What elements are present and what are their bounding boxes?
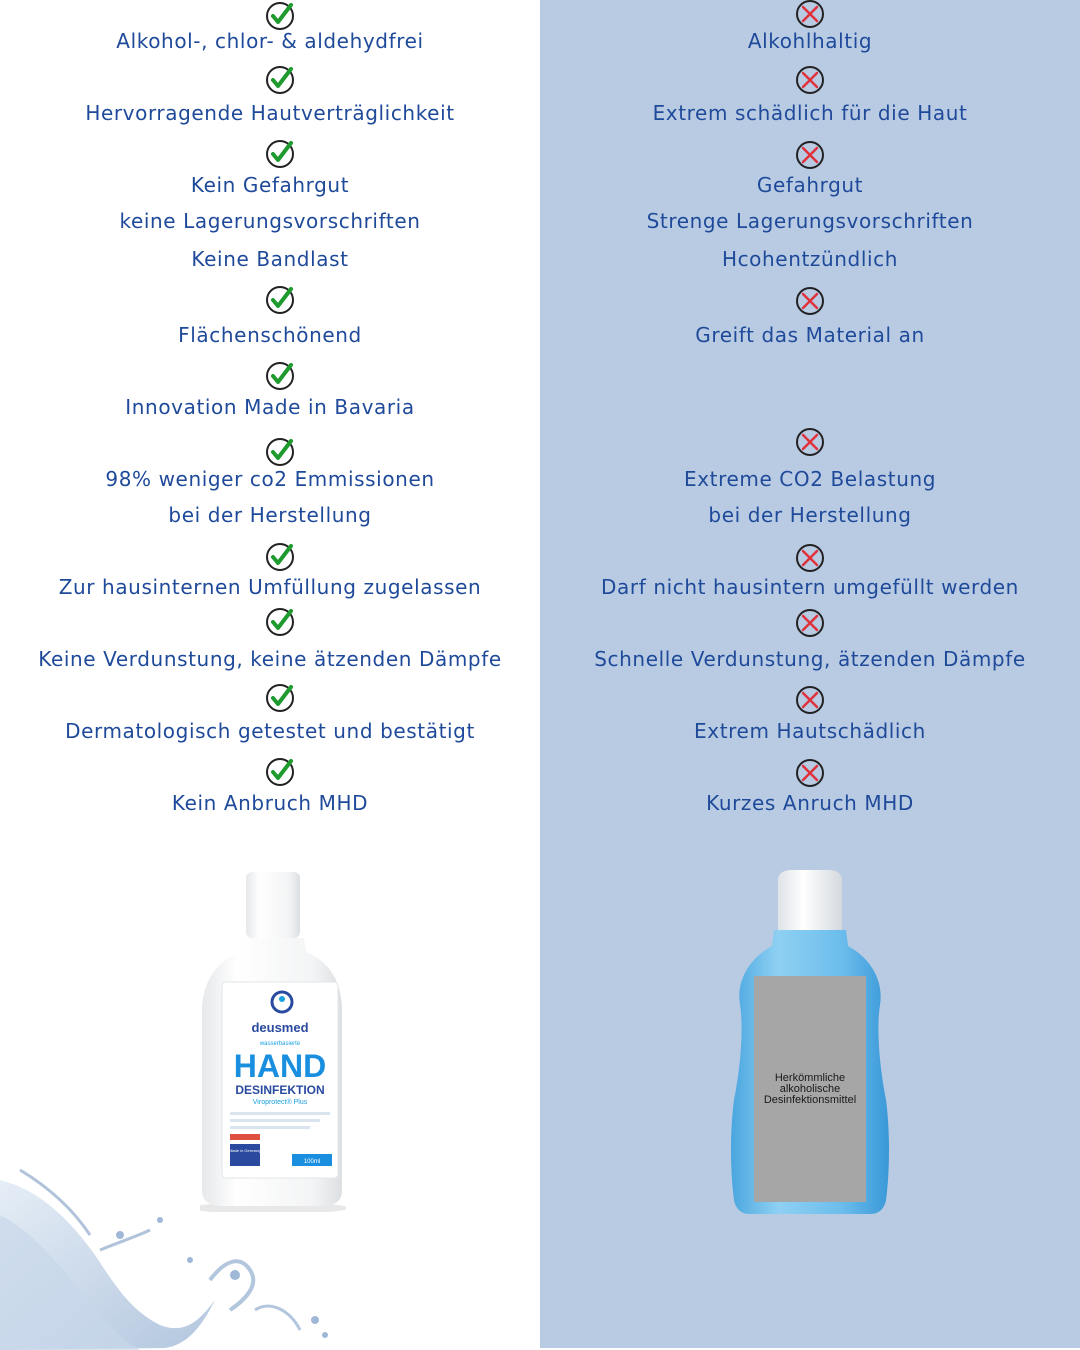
check-icon [265,437,295,467]
generic-label-line-2: alkoholische [779,1082,841,1095]
right-item-2-line-1: Extrem schädlich für die Haut [652,101,968,125]
product-bottle-deusmed [200,872,346,1212]
cross-icon [795,427,825,457]
right-item-6-line-1: Darf nicht hausintern umgefüllt werden [601,575,1019,599]
right-item-1-line-1: Alkohlhaltig [747,29,873,53]
left-item-10-line-1: Kein Anbruch MHD [171,791,369,815]
product-volume-text: 100ml [303,1159,321,1165]
product-name2-text: DESINFEKTION [235,1083,325,1097]
right-item-5-line-2: bei der Herstellung [708,503,912,527]
check-icon [265,683,295,713]
cross-icon [795,543,825,573]
right-item-4-line-1: Greift das Material an [695,323,925,347]
left-item-2-line-1: Hervorragende Hautverträglichkeit [85,101,455,125]
left-item-4-line-1: Flächenschönend [178,323,362,347]
check-icon [265,1,295,31]
product-badge-text: Made in Germany [229,1148,261,1153]
check-icon [265,361,295,391]
check-icon [265,607,295,637]
check-icon [265,65,295,95]
right-item-7-line-1: Schnelle Verdunstung, ätzenden Dämpfe [594,647,1026,671]
product-name-text: HAND [233,1048,327,1084]
cross-icon [795,0,825,29]
right-item-5-line-1: Extreme CO2 Belastung [683,467,937,491]
check-icon [265,285,295,315]
left-item-6-line-2: bei der Herstellung [168,503,372,527]
left-item-9-line-1: Dermatologisch getestet und bestätigt [65,719,475,743]
cross-icon [795,758,825,788]
generic-label-line-1: Herkömmliche [774,1071,846,1084]
left-item-5-line-1: Innovation Made in Bavaria [125,395,415,419]
generic-product-label [754,976,866,1202]
cross-icon [795,140,825,170]
left-item-6-line-1: 98% weniger co2 Emmissionen [105,467,435,491]
generic-label-line-3: Desinfektionsmittel [763,1093,857,1106]
left-item-3-line-3: Keine Bandlast [191,247,349,271]
cross-icon [795,286,825,316]
left-item-3-line-1: Kein Gefahrgut [190,173,350,197]
check-icon [265,139,295,169]
check-icon [265,542,295,572]
left-item-3-line-2: keine Lagerungsvorschriften [119,209,421,233]
left-item-1-line-1: Alkohol-, chlor- & aldehydfrei [116,29,424,53]
right-item-3-line-1: Gefahrgut [756,173,864,197]
left-item-8-line-1: Keine Verdunstung, keine ätzenden Dämpfe [38,647,502,671]
right-item-3-line-3: Hcohentzündlich [721,247,899,271]
product-brand-text: deusmed [251,1020,309,1035]
left-item-7-line-1: Zur hausinternen Umfüllung zugelassen [58,575,482,599]
right-item-9-line-1: Kurzes Anruch MHD [706,791,914,815]
cross-icon [795,65,825,95]
check-icon [265,757,295,787]
cross-icon [795,608,825,638]
product-subtitle-text: wasserbasierte [259,1041,301,1047]
product-line-text: Viroprotect® Plus [252,1099,308,1106]
cross-icon [795,685,825,715]
right-item-8-line-1: Extrem Hautschädlich [694,719,926,743]
right-item-3-line-2: Strenge Lagerungsvorschriften [646,209,974,233]
